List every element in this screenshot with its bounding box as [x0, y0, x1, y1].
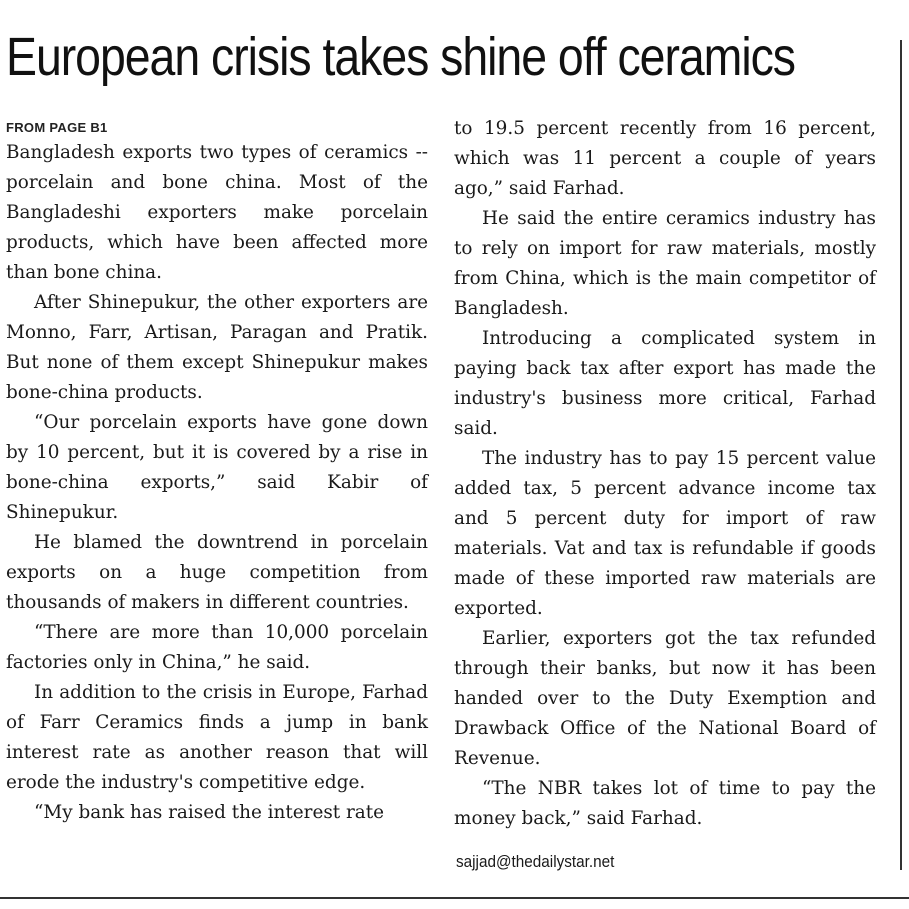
paragraph: Introducing a complicated system in paying back tax after export has made the industry's business more critical, Farhad said.	[454, 328, 876, 439]
paragraph: He blamed the downtrend in porcelain exports on a huge competition from thousands of makers in different countries.	[6, 532, 428, 613]
paragraph: “Our porcelain exports have gone down by 10 percent, but it is covered by a rise in bone-china exports,” said Kabir of Shinepukur.	[6, 412, 428, 523]
paragraph: The industry has to pay 15 percent value added tax, 5 percent advance income tax and 5 percent duty for import of raw materials. Vat and tax is refundable if goods made of these imported raw materials are exported.	[454, 448, 876, 619]
paragraph: In addition to the crisis in Europe, Farhad of Farr Ceramics finds a jump in bank interest rate as another reason that will erode the industry's competitive edge.	[6, 682, 428, 793]
paragraph: Earlier, exporters got the tax refunded through their banks, but now it has been handed over to the Duty Exemption and Drawback Office of the National Board of Revenue.	[454, 628, 876, 769]
paragraph: “There are more than 10,000 porcelain factories only in China,” he said.	[6, 622, 428, 673]
paragraph: After Shinepukur, the other exporters are Monno, Farr, Artisan, Paragan and Pratik. But none of them except Shinepukur makes bone-china products.	[6, 292, 428, 403]
paragraph: He said the entire ceramics industry has to rely on import for raw materials, mostly from China, which is the main competitor of Bangladesh.	[454, 208, 876, 319]
paragraph: Bangladesh exports two types of ceramics -- porcelain and bone china. Most of the Bangladeshi exporters make porcelain products, which have been affected more than bone china.	[6, 142, 428, 283]
paragraph: “My bank has raised the interest rate	[34, 802, 385, 823]
paragraph: “The NBR takes lot of time to pay the money back,” said Farhad.	[454, 778, 876, 829]
article-column-left	[6, 118, 428, 828]
article-column-right	[454, 114, 876, 834]
jump-line: FROM PAGE B1	[6, 120, 108, 135]
headline: European crisis takes shine off ceramics	[6, 27, 795, 87]
bottom-rule	[0, 897, 909, 899]
column-rule	[900, 40, 902, 870]
paragraph: to 19.5 percent recently from 16 percent, which was 11 percent a couple of years ago,” said Farhad.	[454, 118, 876, 199]
byline-email: sajjad@thedailystar.net	[456, 852, 615, 871]
